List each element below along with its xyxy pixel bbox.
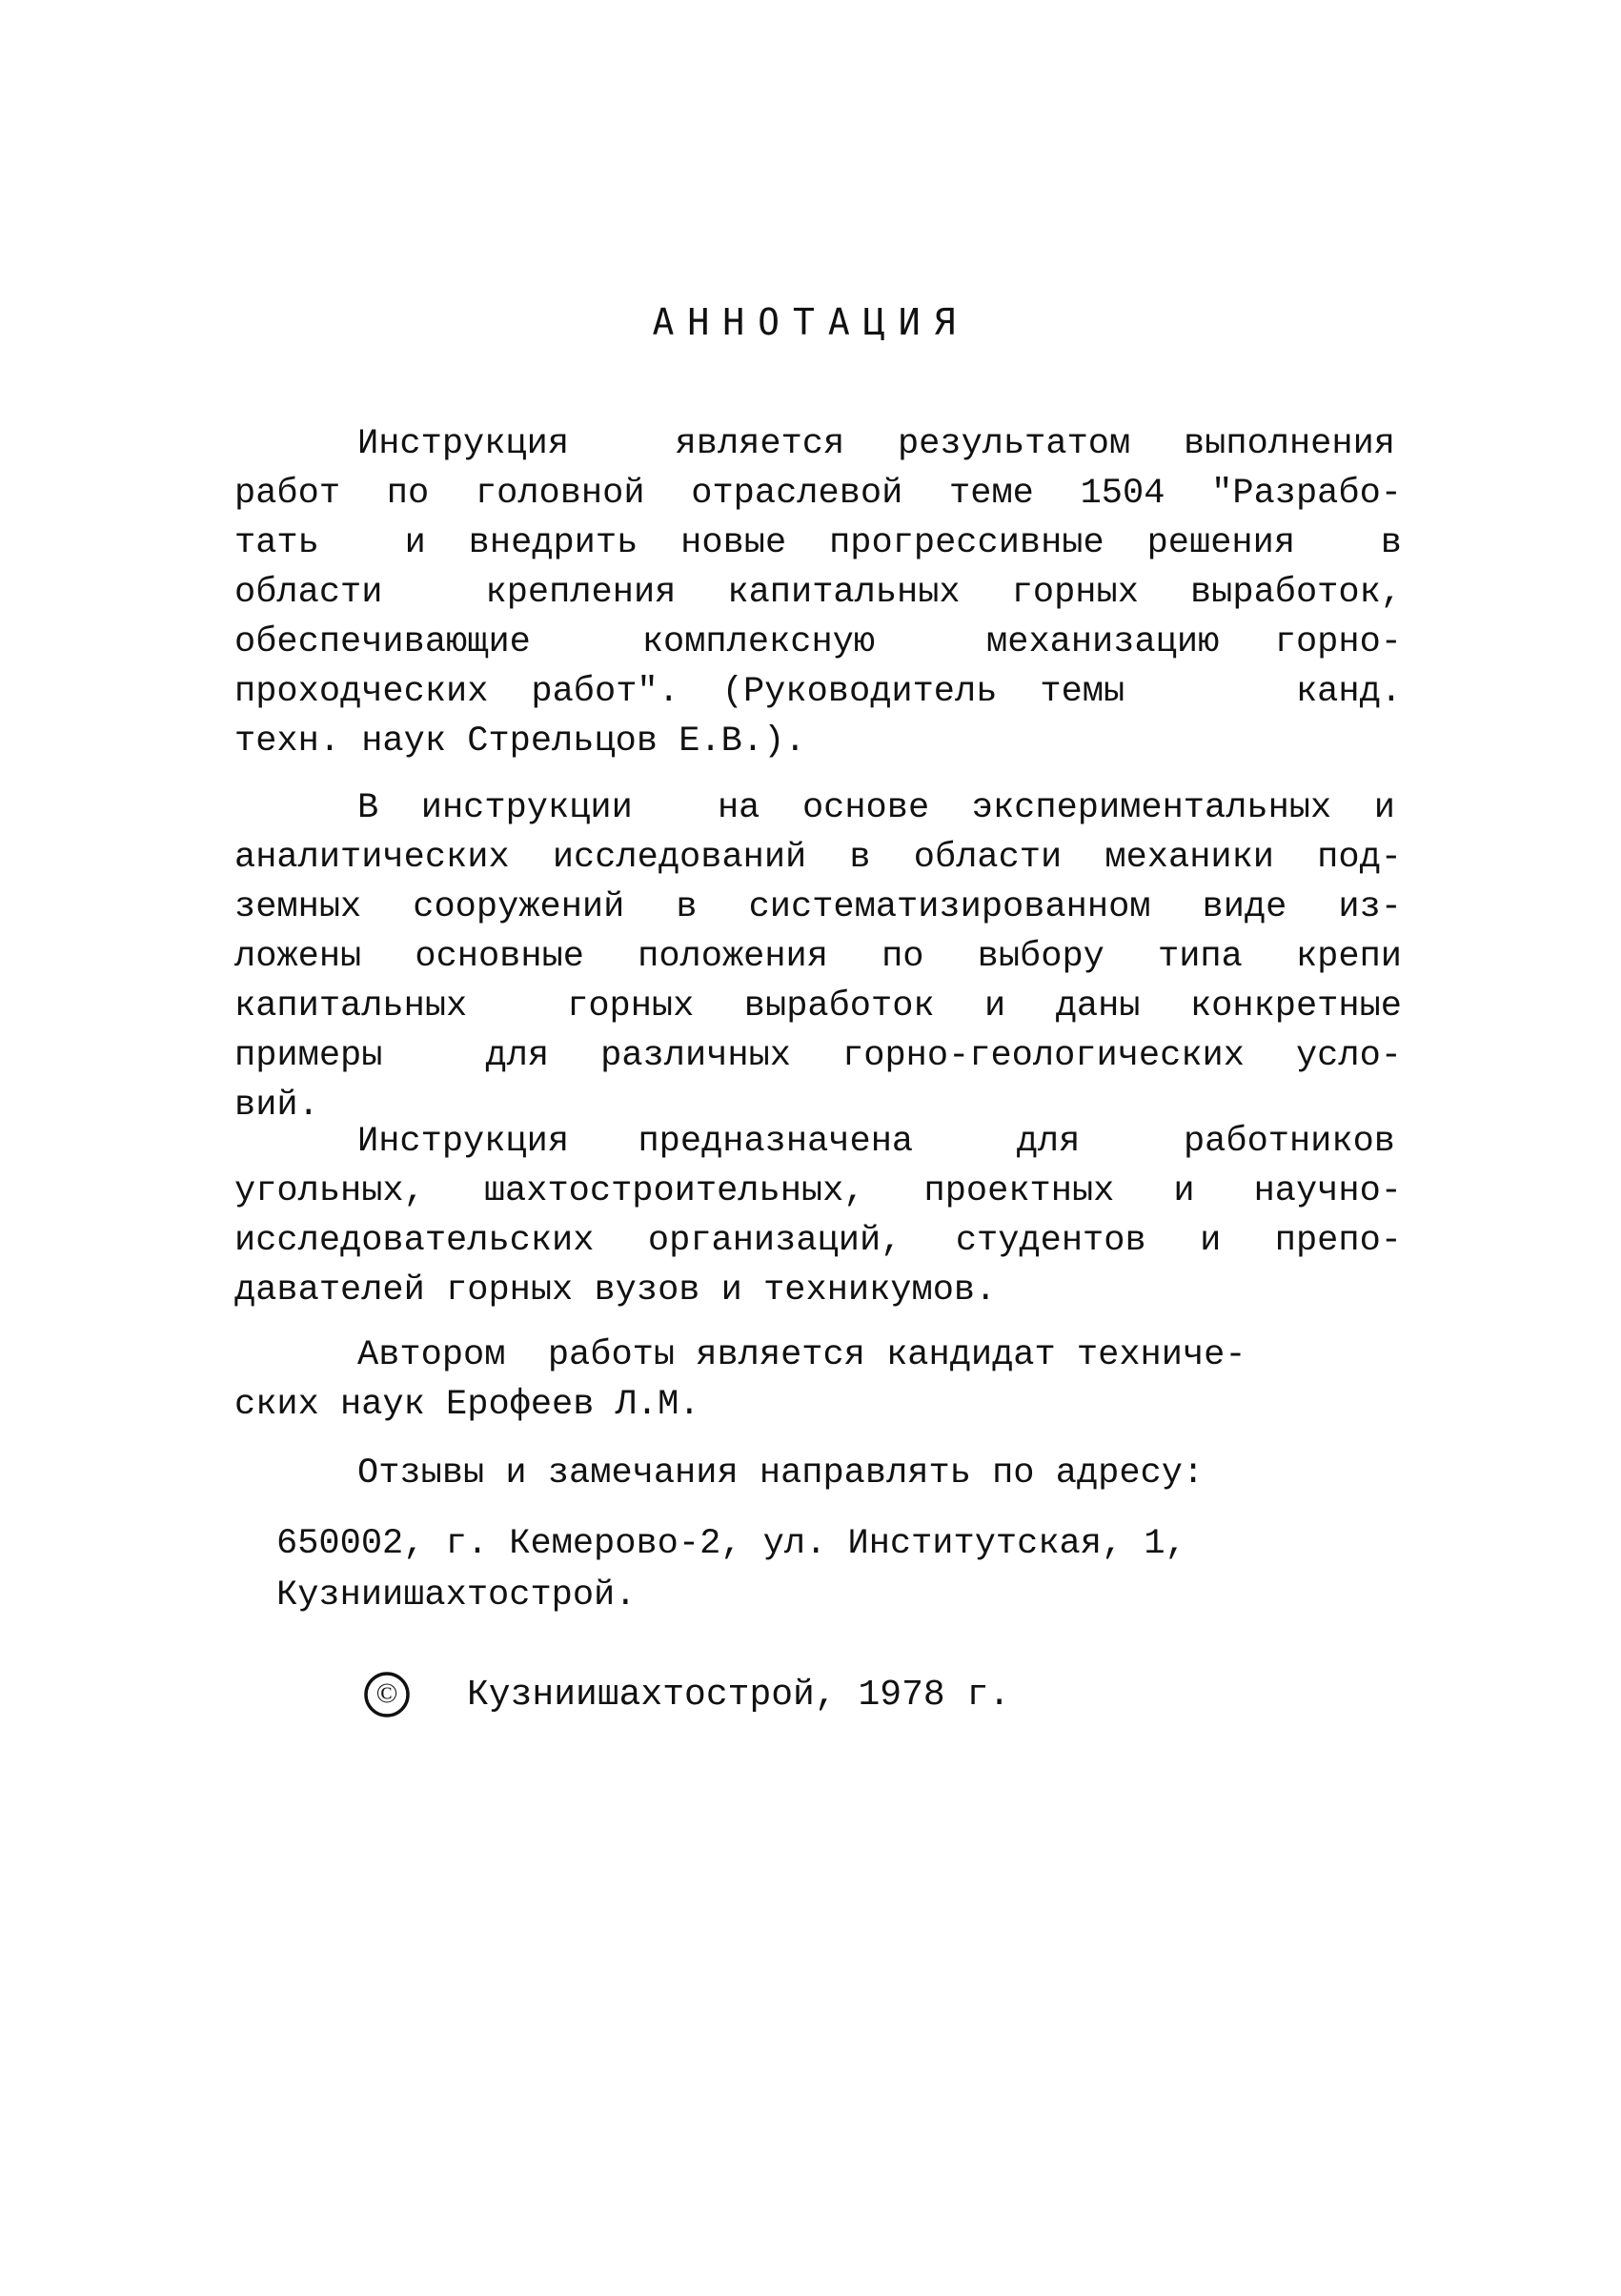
paragraph1-line: тать и внедрить новые прогрессивные решения в <box>234 523 1402 563</box>
paragraph2-line: аналитических исследований в области механики под- <box>234 838 1402 878</box>
copyright-text: Кузниишахтострой, 1978 г. <box>467 1674 1011 1716</box>
copyright-icon <box>362 1670 412 1719</box>
paragraph3-line: угольных, шахтостроительных, проектных и научно- <box>234 1171 1402 1211</box>
paragraph2-line: земных сооружений в систематизированном виде из- <box>234 887 1402 927</box>
paragraph1-line: проходческих работ". (Руководитель темы канд. <box>234 672 1402 712</box>
paragraph2-line: капитальных горных выработок и даны конкретные <box>234 986 1402 1026</box>
paragraph3-line: Инструкция предназначена для работников <box>357 1122 1395 1162</box>
address-line: 650002, г. Кемерово-2, ул. Институтская, 1, <box>276 1524 1186 1564</box>
paragraph1-line: области крепления капитальных горных выработок, <box>234 573 1402 613</box>
paragraph2-line: вий. <box>234 1086 319 1126</box>
paragraph1-line: техн. наук Стрельцов Е.В.). <box>234 721 806 762</box>
paragraph1-line: обеспечивающие комплексную механизацию горно- <box>234 622 1402 662</box>
paragraph1-line: работ по головной отраслевой теме 1504 "Разрабо- <box>234 474 1402 514</box>
paragraph5-line: Отзывы и замечания направлять по адресу: <box>357 1453 1205 1493</box>
copyright-line <box>362 1666 1010 1723</box>
paragraph2-line: ложены основные положения по выбору типа крепи <box>234 937 1402 977</box>
page-title: АННОТАЦИЯ <box>652 301 969 343</box>
paragraph2-line: примеры для различных горно-геологических усло- <box>234 1036 1402 1076</box>
copyright-symbol: © <box>375 1676 398 1709</box>
address-line: Кузниишахтострой. <box>276 1575 637 1615</box>
paragraph3-line: давателей горных вузов и техникумов. <box>234 1270 997 1311</box>
paragraph1-line: Инструкция является результатом выполнения <box>357 424 1395 464</box>
paragraph3-line: исследовательских организаций, студентов и препо- <box>234 1221 1402 1261</box>
paragraph4-line: ских наук Ерофеев Л.М. <box>234 1385 700 1425</box>
paragraph2-line: В инструкции на основе экспериментальных и <box>357 788 1395 828</box>
paragraph4-line: Автором работы является кандидат техниче- <box>357 1335 1246 1375</box>
